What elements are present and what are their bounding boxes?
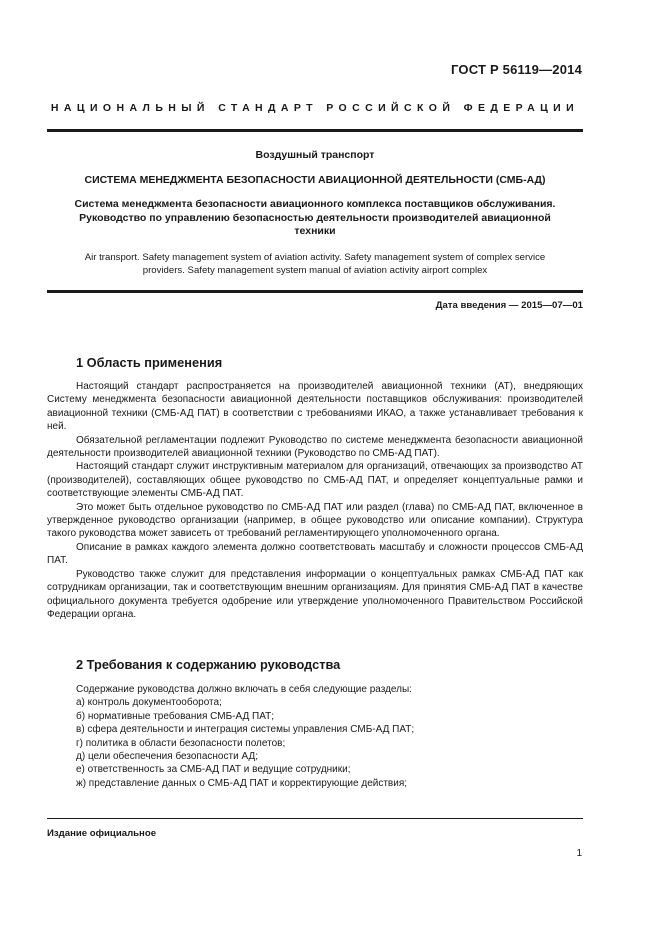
list-item: ж) представление данных о СМБ-АД ПАТ и корректирующие действия; xyxy=(76,777,408,789)
section-1-body xyxy=(47,380,583,621)
paragraph: Настоящий стандарт распространяется на производителей авиационной техники (АТ), внедряющих Систему менеджмента безопасности авиационной деятельности поставщиков обслуживания: производителей авиационной техники (СМБ-АД ПАТ) в соответствии с требованиями ИКАО, а также устанавливает требования к ней. xyxy=(47,381,583,433)
section-1-heading: 1 Область применения xyxy=(76,355,223,370)
document-main-title: СИСТЕМА МЕНЕДЖМЕНТА БЕЗОПАСНОСТИ АВИАЦИОННОЙ ДЕЯТЕЛЬНОСТИ (СМБ-АД) xyxy=(84,174,546,186)
list-item: б) нормативные требования СМБ-АД ПАТ; xyxy=(76,710,275,722)
document-subject: Воздушный транспорт xyxy=(255,149,375,161)
list-item: д) цели обеспечения безопасности АД; xyxy=(76,751,258,763)
list-item: е) ответственность за СМБ-АД ПАТ и ведущие сотрудники; xyxy=(76,764,351,776)
title-divider xyxy=(47,290,583,293)
section-2-heading: 2 Требования к содержанию руководства xyxy=(76,657,341,672)
list-item: в) сфера деятельности и интеграция системы управления СМБ-АД ПАТ; xyxy=(76,724,415,736)
official-edition-label: Издание официальное xyxy=(47,828,157,839)
english-title-line: providers. Safety management system manual of aviation activity airport complex xyxy=(142,264,488,276)
subtitle-line: Система менеджмента безопасности авиационного комплекса поставщиков обслуживания. xyxy=(74,198,556,210)
paragraph: Описание в рамках каждого элемента должно соответствовать масштабу и сложности процессов СМБ-АД ПАТ. xyxy=(47,541,583,567)
paragraph: Это может быть отдельное руководство по СМБ-АД ПАТ или раздел (глава) по СМБ-АД ПАТ, включенное в утвержденное руководство организации (например, в общее руководство или описание компании). Структура такого руководства может зависеть от требований регламентирующего уполномоченного органа. xyxy=(47,501,583,540)
paragraph: Настоящий стандарт служит инструктивным материалом для организаций, отвечающих за производство АТ (производителей), составляющих общее руководство по СМБ-АД ПАТ, и определяет концептуальные рамки и соответствующие элементы СМБ-АД ПАТ. xyxy=(47,461,583,500)
footer-divider xyxy=(47,818,583,819)
subtitle-line: Руководство по управлению безопасностью деятельности производителей авиационной xyxy=(79,211,551,224)
section-2-body xyxy=(47,683,583,790)
national-standard-banner: НАЦИОНАЛЬНЫЙ СТАНДАРТ РОССИЙСКОЙ ФЕДЕРАЦИИ xyxy=(50,102,580,114)
paragraph: Руководство также служит для представления информации о концептуальных рамках СМБ-АД ПАТ как сотрудникам организации, так и соответствующим внешним организациям. Для принятия СМБ-АД ПАТ в качестве официального документа требуется одобрение или утверждение уполномоченного Правительством Российской Федерации органа. xyxy=(47,568,583,620)
paragraph: Обязательной регламентации подлежит Руководство по системе менеджмента безопасности авиационной деятельности производителей авиационной техники (Руководство по СМБ-АД ПАТ). xyxy=(47,434,583,460)
list-item: а) контроль документооборота; xyxy=(76,697,222,709)
list-item: г) политика в области безопасности полетов; xyxy=(76,737,286,749)
page-number: 1 xyxy=(576,848,582,859)
document-subtitle xyxy=(47,198,583,239)
introduction-date: Дата введения — 2015—07—01 xyxy=(435,300,583,311)
list-lead: Содержание руководства должно включать в себя следующие разделы: xyxy=(76,684,412,695)
header-divider xyxy=(47,129,583,132)
gost-number: ГОСТ Р 56119—2014 xyxy=(451,62,582,77)
english-title-line: Air transport. Safety management system of aviation activity. Safety management system of complex service xyxy=(84,252,546,263)
requirements-list xyxy=(47,696,583,790)
subtitle-line: техники xyxy=(294,225,336,237)
english-title xyxy=(47,252,583,277)
